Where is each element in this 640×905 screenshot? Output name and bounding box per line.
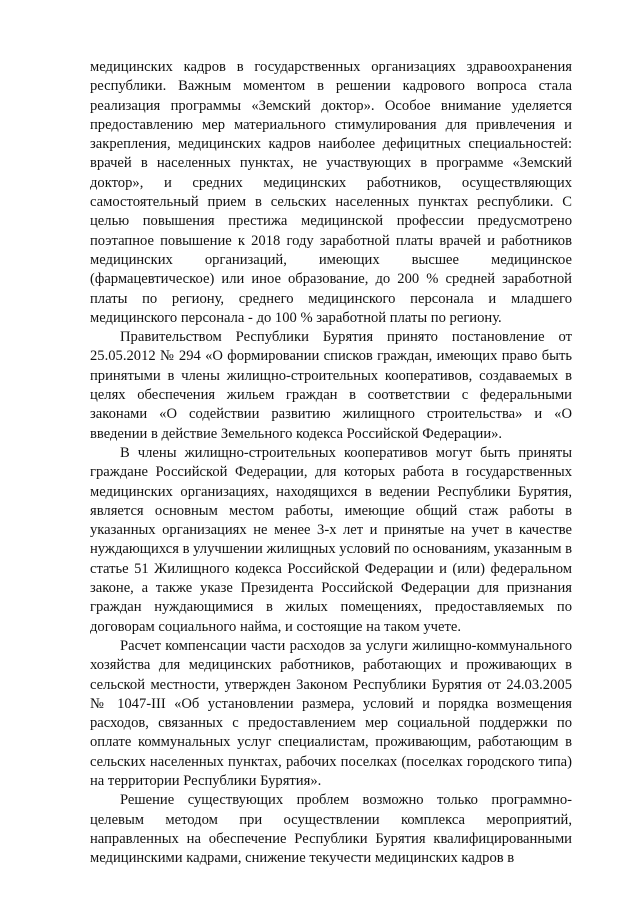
document-page xyxy=(90,58,572,868)
paragraph-government-resolution: Правительством Республики Бурятия принято постановление от 25.05.2012 № 294 «О формировании списков граждан, имеющих право быть принятыми в члены жилищно-строительных кооперативов, создаваемых в целях обеспечения жильем граждан в соответствии с федеральными законами «О содействии развитию жилищного строительства» и «О введении в действие Земельного кодекса Российской Федерации». xyxy=(90,329,572,442)
paragraph-utility-compensation: Расчет компенсации части расходов за услуги жилищно-коммунального хозяйства для медицинских работников, работающих и проживающих в сельской местности, утвержден Законом Республики Бурятия от 24.03.2005 № 1047-III «Об установлении размера, условий и порядка возмещения расходов, связанных с предоставлением мер социальной поддержки по оплате коммунальных услуг специалистам, проживающим, работающим в сельских населенных пунктах, рабочих поселках (поселках городского типа) на территории Республики Бурятия». xyxy=(90,637,572,789)
paragraph-continuation: медицинских кадров в государственных организациях здравоохранения республики. Важным моментом в решении кадрового вопроса стала реализация программы «Земский доктор». Особое внимание уделяется предоставлению мер материального стимулирования для привлечения и закрепления, медицинских кадров наиболее дефицитных специальностей: врачей в населенных пунктах, не участвующих в программе «Земский доктор», и средних медицинских работников, осуществляющих самостоятельный прием в сельских населенных пунктах республики. С целью повышения престижа медицинской профессии предусмотрено поэтапное повышение к 2018 году заработной платы врачей и работников медицинских организаций, имеющих высшее медицинское (фармацевтическое) или иное образование, до 200 % средней заработной платы по региону, среднего медицинского персонала и младшего медицинского персонала - до 100 % заработной платы по региону. xyxy=(90,59,572,326)
paragraph-program-solution: Решение существующих проблем возможно только программно-целевым методом при осуществлении комплекса мероприятий, направленных на обеспечение Республики Бурятия квалифицированными медицинскими кадрами, снижение текучести медицинских кадров в xyxy=(90,792,572,867)
paragraph-cooperative-membership: В члены жилищно-строительных кооперативов могут быть приняты граждане Российской Федерации, для которых работа в государственных медицинских организациях, находящихся в ведении Республики Бурятия, является основным местом работы, имеющие общий стаж работы в указанных организациях не менее 3-х лет и принятые на учет в качестве нуждающихся в улучшении жилищных условий по основаниям, указанным в статье 51 Жилищного кодекса Российской Федерации и (или) федеральном законе, а также указе Президента Российской Федерации для признания граждан нуждающимися в жилых помещениях, предоставляемых по договорам социального найма, и состоящие на таком учете. xyxy=(90,444,572,635)
